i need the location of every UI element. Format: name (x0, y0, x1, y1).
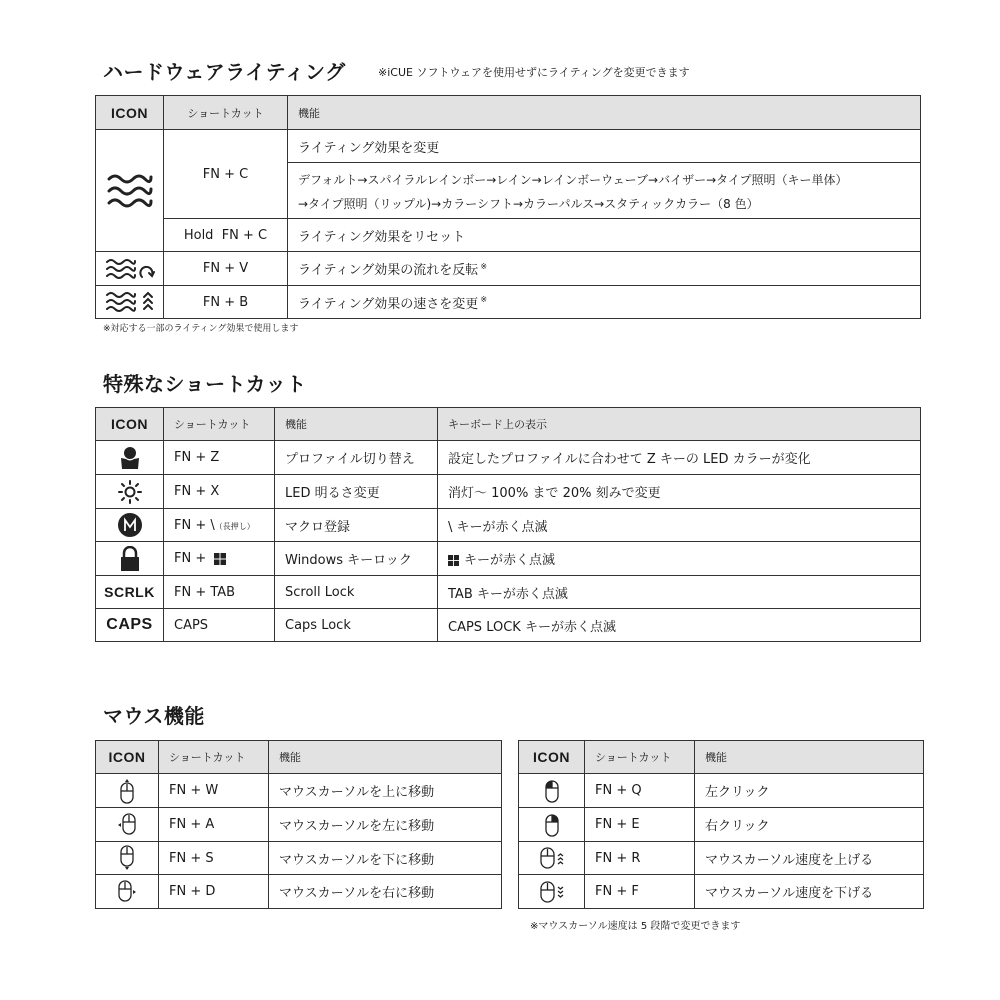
shortcut-note: （長押し） (214, 521, 255, 531)
function-cell: マクロ登録 (275, 509, 438, 542)
table-row (96, 842, 502, 875)
function-cell: マウスカーソルを左に移動 (269, 808, 502, 842)
shortcut-cell: FN + C (164, 130, 288, 219)
function-cell: マウスカーソルを右に移動 (269, 875, 502, 909)
macro-icon (96, 509, 164, 542)
header-shortcut: ショートカット (585, 741, 695, 774)
hardware-lighting-title: ハードウェアライティング (103, 60, 346, 84)
shortcut-cell: FN + B (164, 286, 288, 319)
shortcut-cell: FN + A (159, 808, 269, 842)
table-row (96, 808, 502, 842)
shortcut-cell: FN + Z (164, 441, 275, 475)
mouse-speed-down-icon (519, 875, 585, 909)
function-cell: プロファイル切り替え (275, 441, 438, 475)
table-row (96, 542, 921, 576)
header-icon: ICON (96, 408, 164, 441)
display-cell: TAB キーが赤く点滅 (438, 576, 921, 609)
table-row (96, 875, 502, 909)
waves-icon (96, 130, 164, 252)
shortcut-cell: FN + X (164, 475, 275, 509)
header-shortcut: ショートカット (164, 408, 275, 441)
function-cell: マウスカーソル速度を上げる (695, 842, 924, 875)
mouse-speed-note: ※マウスカーソル速度は 5 段階で変更できます (530, 921, 741, 932)
shortcut-cell: CAPS (164, 609, 275, 642)
header-icon: ICON (519, 741, 585, 774)
shortcut-cell: FN + E (585, 808, 695, 842)
windows-logo-icon (214, 553, 226, 565)
table-row (519, 808, 924, 842)
table-row (96, 774, 502, 808)
header-icon: ICON (96, 741, 159, 774)
mouse-up-icon (96, 774, 159, 808)
shortcut-cell: FN + Q (585, 774, 695, 808)
shortcut-text: FN + \ (174, 517, 215, 533)
function-cell: Windows キーロック (275, 542, 438, 576)
effect-order-line-2: →タイプ照明（リップル)→カラーシフト→カラーパルス→スタティックカラー（8 色） (298, 196, 759, 211)
shortcut-cell: FN + R (585, 842, 695, 875)
effect-order-line-1: デフォルト→スパイラルレインボー→レイン→レインボーウェーブ→バイザー→タイプ照明（キー単体） (298, 172, 848, 187)
table-header-row (96, 408, 921, 441)
header-shortcut: ショートカット (164, 96, 288, 130)
mouse-right-icon (96, 875, 159, 909)
table-row (96, 509, 921, 542)
table-row (519, 842, 924, 875)
windows-logo-icon (448, 555, 459, 566)
function-cell: 左クリック (695, 774, 924, 808)
shortcut-cell: FN + TAB (164, 576, 275, 609)
table-row (96, 130, 921, 163)
shortcut-cell: FN + S (159, 842, 269, 875)
hardware-lighting-note: ※対応する一部のライティング効果で使用します (103, 324, 299, 334)
display-text: キーが赤く点滅 (464, 553, 556, 568)
function-cell: Caps Lock (275, 609, 438, 642)
mouse-click-table (518, 740, 924, 909)
footnote-mark: ※ (480, 261, 488, 271)
special-shortcuts-title: 特殊なショートカット (103, 372, 307, 396)
function-cell: マウスカーソル速度を下げる (695, 875, 924, 909)
mouse-right-click-icon (519, 808, 585, 842)
table-row (519, 875, 924, 909)
waves-speed-icon (96, 286, 164, 319)
hardware-lighting-table (95, 95, 921, 319)
shortcut-cell: FN + V (164, 252, 288, 286)
display-cell (438, 542, 921, 576)
header-function: 機能 (695, 741, 924, 774)
mouse-down-icon (96, 842, 159, 875)
function-cell (288, 252, 921, 286)
function-cell: マウスカーソルを上に移動 (269, 774, 502, 808)
caps-lock-icon-text: CAPS (106, 616, 153, 633)
shortcut-cell (164, 509, 275, 542)
waves-reverse-icon (96, 252, 164, 286)
header-function: 機能 (269, 741, 502, 774)
function-cell (288, 286, 921, 319)
function-text: ライティング効果の流れを反転 (298, 263, 479, 278)
function-cell: 右クリック (695, 808, 924, 842)
mouse-left-click-icon (519, 774, 585, 808)
header-shortcut: ショートカット (159, 741, 269, 774)
function-cell: ライティング効果を変更 (288, 130, 921, 163)
shortcut-cell (164, 542, 275, 576)
table-header-row (96, 96, 921, 130)
lock-icon (96, 542, 164, 576)
shortcut-cell: Hold FN + C (164, 219, 288, 252)
footnote-mark: ※ (480, 295, 488, 305)
table-row (96, 252, 921, 286)
header-icon: ICON (96, 96, 164, 130)
table-row (96, 441, 921, 475)
table-row (519, 774, 924, 808)
header-keyboard-display: キーボード上の表示 (438, 408, 921, 441)
display-cell: 消灯～ 100% まで 20% 刻みで変更 (438, 475, 921, 509)
caps-lock-icon (96, 609, 164, 642)
function-cell: LED 明るさ変更 (275, 475, 438, 509)
mouse-functions-title: マウス機能 (103, 704, 205, 728)
table-header-row (519, 741, 924, 774)
function-cell: マウスカーソルを下に移動 (269, 842, 502, 875)
display-cell: CAPS LOCK キーが赤く点滅 (438, 609, 921, 642)
table-row (96, 609, 921, 642)
table-row (96, 219, 921, 252)
mouse-speed-up-icon (519, 842, 585, 875)
table-row (96, 286, 921, 319)
shortcut-cell: FN + F (585, 875, 695, 909)
table-row (96, 576, 921, 609)
table-header-row (96, 741, 502, 774)
table-row (96, 475, 921, 509)
scroll-lock-icon-text: SCRLK (104, 583, 155, 600)
shortcut-cell: FN + D (159, 875, 269, 909)
mouse-left-icon (96, 808, 159, 842)
function-cell: Scroll Lock (275, 576, 438, 609)
function-text: ライティング効果の速さを変更 (298, 296, 479, 312)
shortcut-text: FN + (174, 551, 207, 566)
function-cell: ライティング効果をリセット (288, 219, 921, 252)
header-function: 機能 (288, 96, 921, 130)
scroll-lock-icon (96, 576, 164, 609)
effect-order-cell (288, 163, 921, 219)
shortcut-cell: FN + W (159, 774, 269, 808)
hardware-lighting-subtitle: ※iCUE ソフトウェアを使用せずにライティングを変更できます (378, 66, 690, 79)
header-function: 機能 (275, 408, 438, 441)
display-cell: \ キーが赤く点滅 (438, 509, 921, 542)
profile-icon (96, 441, 164, 475)
mouse-move-table (95, 740, 502, 909)
display-cell: 設定したプロファイルに合わせて Z キーの LED カラーが変化 (438, 441, 921, 475)
brightness-icon (96, 475, 164, 509)
special-shortcuts-table (95, 407, 921, 642)
